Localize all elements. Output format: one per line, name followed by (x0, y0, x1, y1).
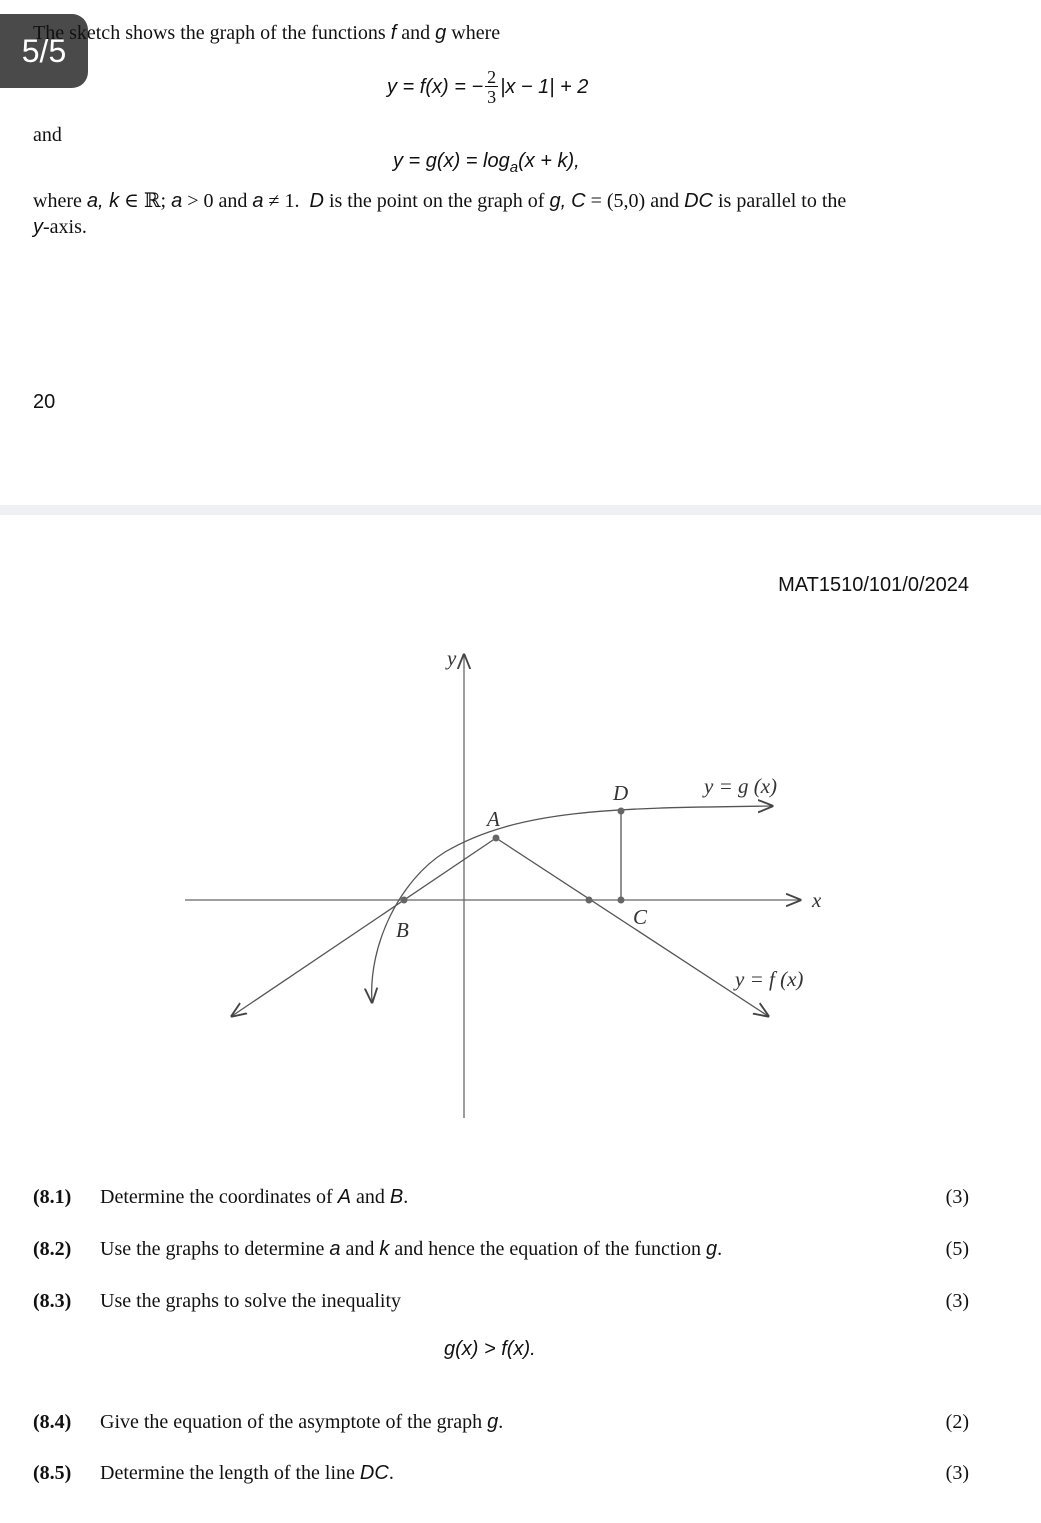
fraction-numerator: 2 (487, 67, 497, 87)
and-word: and (401, 22, 431, 44)
point-A (493, 835, 500, 842)
cond-text4: is parallel to the (717, 190, 847, 212)
intro-line (33, 22, 500, 45)
and-line: and (33, 124, 62, 146)
question-number: (8.1) (33, 1186, 72, 1208)
page-divider (0, 505, 1041, 515)
equation-g-rhs: (x + k), (518, 150, 580, 172)
var-g: g (487, 1411, 499, 1433)
fraction-denominator: 3 (487, 87, 497, 107)
cond-yaxis: -axis. (43, 216, 87, 238)
label-C: C (633, 905, 648, 929)
question-text: Determine the coordinates of (100, 1186, 333, 1208)
cond-a: a (171, 190, 183, 212)
f-left-branch (232, 838, 496, 1016)
period: . (717, 1238, 723, 1260)
label-D: D (613, 781, 629, 805)
cond-gt0: > 0 and (187, 190, 248, 212)
equation-f (387, 68, 588, 106)
var-a: a (329, 1238, 341, 1260)
question-8-2 (33, 1238, 969, 1261)
period: . (498, 1411, 504, 1433)
inequality: g(x) > f(x). (444, 1338, 536, 1360)
question-number: (8.5) (33, 1462, 72, 1484)
where-word: where (451, 22, 501, 44)
cond-y: y (33, 216, 43, 238)
label-A: A (487, 807, 500, 831)
point-D (618, 808, 625, 815)
f-right-branch (496, 838, 768, 1016)
cond-text3: = (5,0) and (590, 190, 680, 212)
point-x-intercept-f (586, 897, 593, 904)
cond-g: g, (549, 190, 567, 212)
label-g: y = g (x) (704, 774, 778, 798)
y-axis-label: y (447, 646, 457, 670)
question-text: Give the equation of the asymptote of the graph (100, 1411, 483, 1433)
var-g: g (705, 1238, 718, 1260)
cond-ak: a, k (86, 190, 120, 212)
page-counter-label: 5/5 (21, 32, 67, 69)
cond-C: C (571, 190, 586, 212)
g-curve (372, 806, 772, 1002)
cond-in-r: ∈ ℝ; (124, 190, 167, 212)
period: . (388, 1462, 394, 1484)
period: . (403, 1186, 409, 1208)
and-word: and (356, 1186, 385, 1208)
question-number: (8.4) (33, 1411, 72, 1433)
x-axis-label: x (812, 888, 822, 912)
var-DC: DC (359, 1462, 389, 1484)
cond-D: D (309, 190, 324, 212)
question-8-4 (33, 1411, 969, 1434)
label-f: y = f (x) (735, 967, 804, 991)
cond-DC: DC (684, 190, 713, 212)
equation-f-rhs: |x − 1| + 2 (500, 75, 589, 98)
fraction-two-thirds (485, 68, 498, 106)
var-k: k (379, 1238, 390, 1260)
equation-g-lhs: y = g(x) = log (393, 150, 510, 172)
point-C (618, 897, 625, 904)
label-B: B (396, 918, 409, 942)
var-A: A (337, 1186, 352, 1208)
equation-f-lhs: y = f(x) = − (387, 75, 484, 98)
cond-where: where (33, 190, 82, 212)
page-number: 20 (33, 391, 56, 413)
log-base: a (509, 159, 519, 176)
cond-a2: a (252, 190, 264, 212)
cond-text2: is the point on the graph of (328, 190, 545, 212)
question-marks: (3) (945, 1462, 969, 1484)
question-8-3 (33, 1290, 969, 1313)
question-text: Determine the length of the line (100, 1462, 355, 1484)
var-B: B (389, 1186, 404, 1208)
question-8-5 (33, 1462, 969, 1485)
question-text: Use the graphs to solve the inequality (100, 1290, 402, 1312)
equation-g (393, 150, 580, 176)
question-text: Use the graphs to determine (100, 1238, 325, 1260)
intro-text: The sketch shows the graph of the functions (33, 22, 386, 44)
question-marks: (2) (945, 1411, 969, 1433)
question-8-1 (33, 1186, 969, 1209)
function-graph (0, 600, 1041, 1140)
conditions-paragraph (33, 188, 973, 240)
question-marks: (5) (945, 1238, 969, 1260)
question-marks: (3) (945, 1186, 969, 1208)
question-text-2: and hence the equation of the function (394, 1238, 701, 1260)
and-word: and (345, 1238, 375, 1260)
point-B (401, 897, 408, 904)
course-code: MAT1510/101/0/2024 (778, 574, 969, 596)
question-number: (8.2) (33, 1238, 72, 1260)
question-number: (8.3) (33, 1290, 72, 1312)
cond-ne1: ≠ 1. (268, 190, 300, 212)
var-g: g (435, 22, 447, 44)
var-f: f (390, 22, 397, 44)
question-marks: (3) (945, 1290, 969, 1312)
